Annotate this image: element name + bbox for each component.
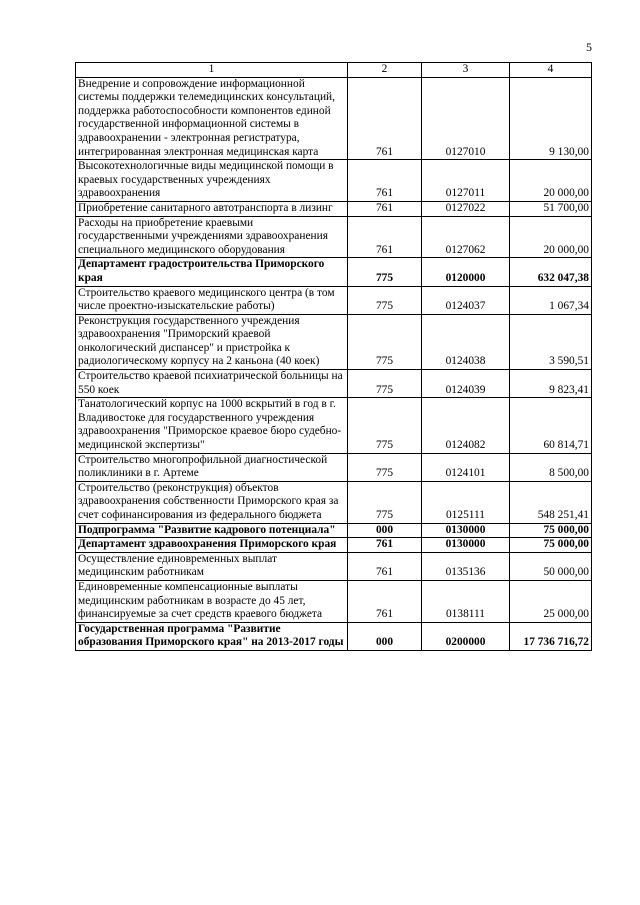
row-code-cell: 775 <box>348 286 422 314</box>
row-target-cell: 0124101 <box>422 453 510 481</box>
row-target-cell: 0124039 <box>422 370 510 398</box>
table-row <box>76 77 592 160</box>
row-target-cell: 0124038 <box>422 314 510 369</box>
row-name-cell: Подпрограмма "Развитие кадрового потенциала" <box>76 523 348 538</box>
row-amount-cell: 75 000,00 <box>510 538 592 553</box>
row-name-cell: Строительство краевого медицинского центра (в том числе проектно-изыскательские работы) <box>76 286 348 314</box>
table-row <box>76 523 592 538</box>
budget-table <box>75 62 592 651</box>
row-name-cell: Строительство краевой психиатрической больницы на 550 коек <box>76 370 348 398</box>
row-target-cell: 0125111 <box>422 481 510 523</box>
table-row <box>76 370 592 398</box>
table-row <box>76 398 592 453</box>
row-name-cell: Реконструкция государственного учреждения здравоохранения "Приморский краевой онкологический диспансер" и пристройка к радиологическому корпусу на 2 каньона (40 коек) <box>76 314 348 369</box>
row-name-cell: Строительство многопрофильной диагностической поликлиники в г. Артеме <box>76 453 348 481</box>
row-amount-cell: 8 500,00 <box>510 453 592 481</box>
row-amount-cell: 50 000,00 <box>510 552 592 580</box>
row-amount-cell: 3 590,51 <box>510 314 592 369</box>
column-header-2: 2 <box>348 63 422 78</box>
table-row <box>76 552 592 580</box>
row-code-cell: 000 <box>348 622 422 650</box>
row-amount-cell: 632 047,38 <box>510 258 592 286</box>
column-header-3: 3 <box>422 63 510 78</box>
table-row <box>76 286 592 314</box>
row-code-cell: 761 <box>348 160 422 202</box>
row-code-cell: 775 <box>348 314 422 369</box>
table-row <box>76 453 592 481</box>
table-row <box>76 481 592 523</box>
row-code-cell: 761 <box>348 552 422 580</box>
row-name-cell: Осуществление единовременных выплат медицинским работникам <box>76 552 348 580</box>
row-name-cell: Департамент градостроительства Приморского края <box>76 258 348 286</box>
row-amount-cell: 20 000,00 <box>510 216 592 258</box>
row-target-cell: 0138111 <box>422 580 510 622</box>
row-code-cell: 775 <box>348 453 422 481</box>
row-target-cell: 0130000 <box>422 523 510 538</box>
row-target-cell: 0130000 <box>422 538 510 553</box>
row-amount-cell: 1 067,34 <box>510 286 592 314</box>
row-code-cell: 761 <box>348 538 422 553</box>
row-name-cell: Расходы на приобретение краевыми государственными учреждениями здравоохранения специального медицинского оборудования <box>76 216 348 258</box>
table-row <box>76 258 592 286</box>
row-amount-cell: 9 130,00 <box>510 77 592 160</box>
column-header-4: 4 <box>510 63 592 78</box>
table-row <box>76 160 592 202</box>
row-name-cell: Приобретение санитарного автотранспорта в лизинг <box>76 201 348 216</box>
row-amount-cell: 17 736 716,72 <box>510 622 592 650</box>
row-target-cell: 0127022 <box>422 201 510 216</box>
row-amount-cell: 51 700,00 <box>510 201 592 216</box>
column-header-1: 1 <box>76 63 348 78</box>
row-target-cell: 0127062 <box>422 216 510 258</box>
row-name-cell: Высокотехнологичные виды медицинской помощи в краевых государственных учреждениях здравоохранения <box>76 160 348 202</box>
row-amount-cell: 20 000,00 <box>510 160 592 202</box>
table-row <box>76 216 592 258</box>
row-code-cell: 775 <box>348 370 422 398</box>
table-row <box>76 314 592 369</box>
row-target-cell: 0124082 <box>422 398 510 453</box>
row-target-cell: 0200000 <box>422 622 510 650</box>
row-name-cell: Внедрение и сопровождение информационной системы поддержки телемедицинских консультаций, поддержка работоспособности компонентов единой государственной информационной системы в здравоохранении - электронная регистратура, интегрированная электронная медицинская карта <box>76 77 348 160</box>
row-code-cell: 775 <box>348 398 422 453</box>
page-number: 5 <box>586 40 592 54</box>
header-row <box>76 63 592 78</box>
row-amount-cell: 548 251,41 <box>510 481 592 523</box>
row-code-cell: 775 <box>348 258 422 286</box>
row-code-cell: 761 <box>348 77 422 160</box>
table-row <box>76 622 592 650</box>
table-row <box>76 580 592 622</box>
row-target-cell: 0135136 <box>422 552 510 580</box>
row-name-cell: Танатологический корпус на 1000 вскрытий в год в г. Владивостоке для государственного учреждения здравоохранения "Приморское краевое бюро судебно-медицинской экспертизы" <box>76 398 348 453</box>
row-amount-cell: 9 823,41 <box>510 370 592 398</box>
table-row <box>76 538 592 553</box>
row-target-cell: 0124037 <box>422 286 510 314</box>
row-name-cell: Единовременные компенсационные выплаты медицинским работникам в возрасте до 45 лет, финансируемые за счет средств краевого бюджета <box>76 580 348 622</box>
row-amount-cell: 25 000,00 <box>510 580 592 622</box>
row-code-cell: 761 <box>348 201 422 216</box>
table-row <box>76 201 592 216</box>
row-target-cell: 0127011 <box>422 160 510 202</box>
row-code-cell: 761 <box>348 580 422 622</box>
row-code-cell: 775 <box>348 481 422 523</box>
row-amount-cell: 60 814,71 <box>510 398 592 453</box>
row-name-cell: Строительство (реконструкция) объектов здравоохранения собственности Приморского края за счет софинансирования из федерального бюджета <box>76 481 348 523</box>
row-target-cell: 0120000 <box>422 258 510 286</box>
row-name-cell: Департамент здравоохранения Приморского края <box>76 538 348 553</box>
row-target-cell: 0127010 <box>422 77 510 160</box>
row-code-cell: 000 <box>348 523 422 538</box>
row-code-cell: 761 <box>348 216 422 258</box>
row-amount-cell: 75 000,00 <box>510 523 592 538</box>
row-name-cell: Государственная программа "Развитие образования Приморского края" на 2013-2017 годы <box>76 622 348 650</box>
